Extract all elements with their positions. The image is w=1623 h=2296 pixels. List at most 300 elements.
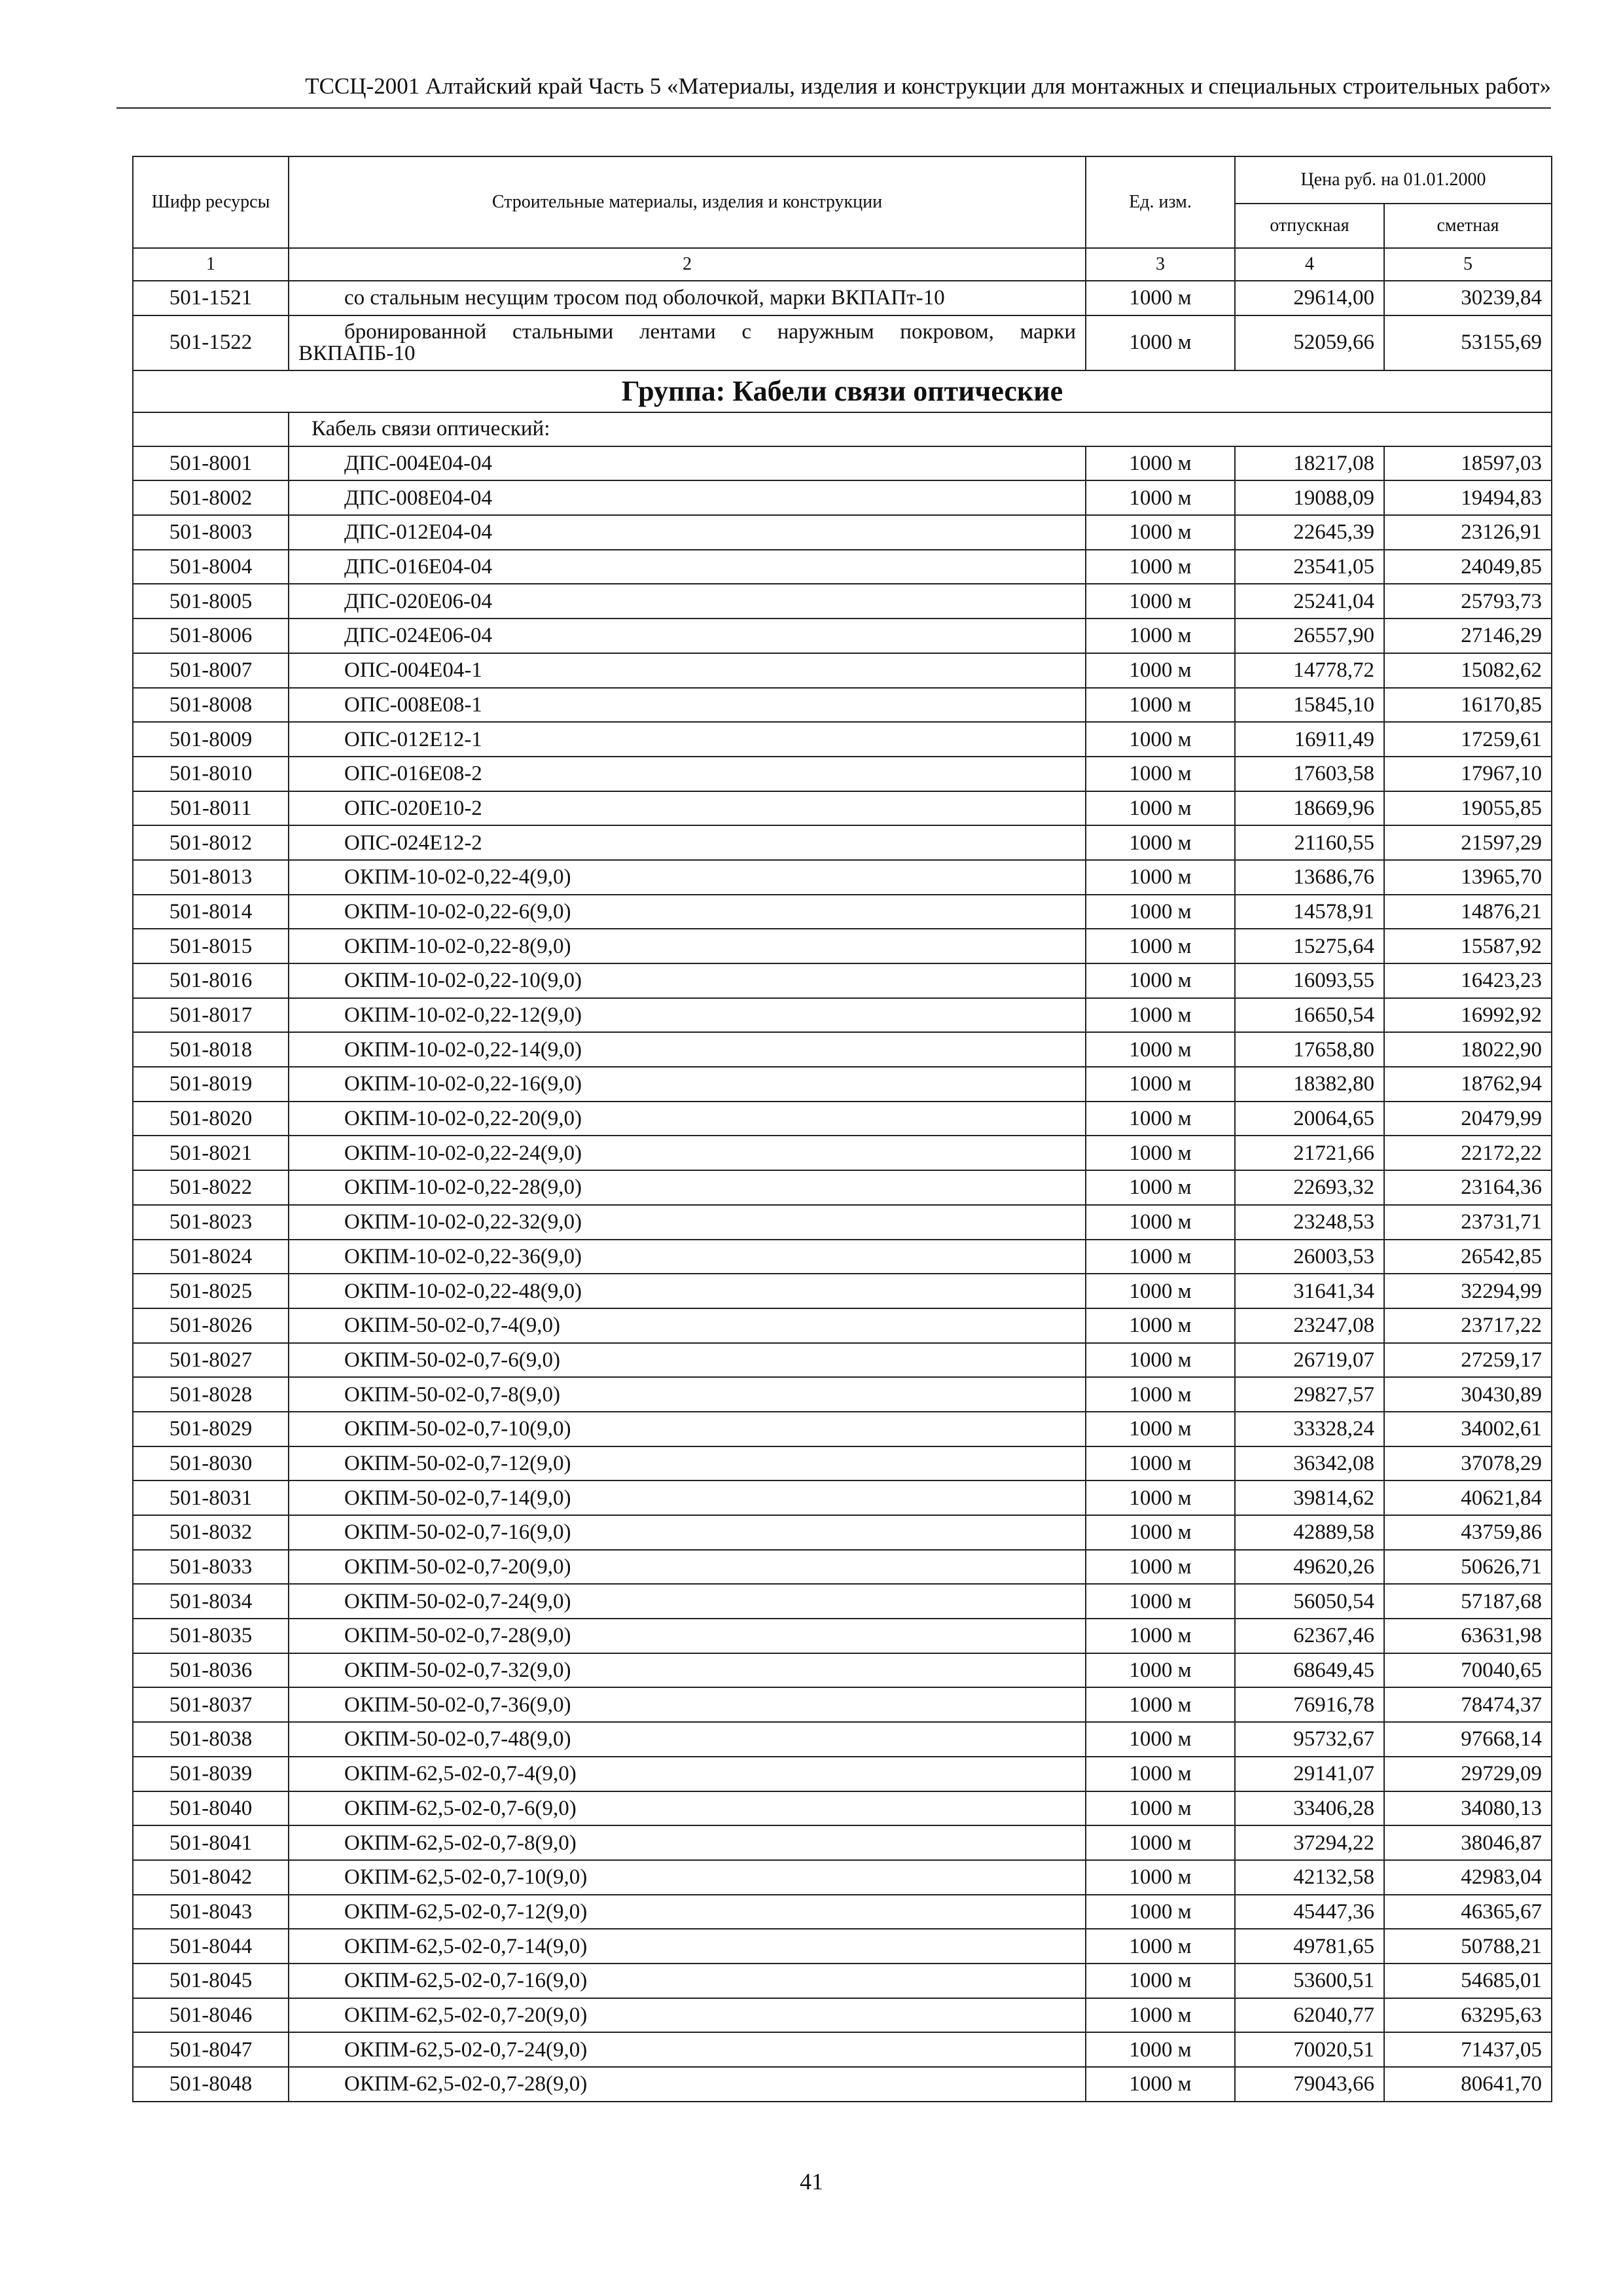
row-name: ОКПМ-50-02-0,7-24(9,0) bbox=[289, 1584, 1086, 1619]
price-table bbox=[132, 156, 1552, 2102]
row-release-price: 13686,76 bbox=[1235, 860, 1384, 895]
row-estimate-price: 34002,61 bbox=[1384, 1412, 1552, 1446]
row-release-price: 95732,67 bbox=[1235, 1722, 1384, 1757]
row-unit: 1000 м bbox=[1086, 480, 1235, 515]
row-code: 501-8027 bbox=[133, 1343, 289, 1378]
row-code: 501-8005 bbox=[133, 584, 289, 619]
row-code: 501-8036 bbox=[133, 1653, 289, 1688]
row-unit: 1000 м bbox=[1086, 860, 1235, 895]
row-name: ОКПМ-62,5-02-0,7-14(9,0) bbox=[289, 1929, 1086, 1964]
row-code: 501-8004 bbox=[133, 550, 289, 584]
row-release-price: 53600,51 bbox=[1235, 1964, 1384, 1998]
row-estimate-price: 18597,03 bbox=[1384, 446, 1552, 481]
row-unit: 1000 м bbox=[1086, 515, 1235, 550]
row-code: 501-1521 bbox=[133, 281, 289, 315]
row-unit: 1000 м bbox=[1086, 1446, 1235, 1481]
row-estimate-price: 78474,37 bbox=[1384, 1687, 1552, 1722]
row-release-price: 37294,22 bbox=[1235, 1825, 1384, 1860]
row-code: 501-8028 bbox=[133, 1377, 289, 1412]
row-code: 501-8037 bbox=[133, 1687, 289, 1722]
row-estimate-price: 30239,84 bbox=[1384, 281, 1552, 315]
row-name: ОКПМ-50-02-0,7-36(9,0) bbox=[289, 1687, 1086, 1722]
table-row bbox=[133, 860, 1552, 895]
row-release-price: 23248,53 bbox=[1235, 1205, 1384, 1240]
row-estimate-price: 46365,67 bbox=[1384, 1895, 1552, 1929]
row-unit: 1000 м bbox=[1086, 1136, 1235, 1170]
col-header-estimate: сметная bbox=[1384, 204, 1552, 248]
row-code: 501-8021 bbox=[133, 1136, 289, 1170]
row-release-price: 15275,64 bbox=[1235, 929, 1384, 963]
document-header: ТССЦ-2001 Алтайский край Часть 5 «Материалы, изделия и конструкции для монтажных и специальных строительных работ» bbox=[116, 71, 1551, 109]
row-unit: 1000 м bbox=[1086, 584, 1235, 619]
row-name: ОКПМ-50-02-0,7-10(9,0) bbox=[289, 1412, 1086, 1446]
table-row bbox=[133, 2032, 1552, 2067]
row-code: 501-8039 bbox=[133, 1757, 289, 1791]
row-name: ДПС-016Е04-04 bbox=[289, 550, 1086, 584]
row-unit: 1000 м bbox=[1086, 1377, 1235, 1412]
table-row bbox=[133, 1653, 1552, 1688]
table-row bbox=[133, 1274, 1552, 1308]
table-row bbox=[133, 1687, 1552, 1722]
row-release-price: 19088,09 bbox=[1235, 480, 1384, 515]
row-code: 501-8010 bbox=[133, 757, 289, 791]
row-name: ОПС-016Е08-2 bbox=[289, 757, 1086, 791]
row-estimate-price: 25793,73 bbox=[1384, 584, 1552, 619]
table-row bbox=[133, 688, 1552, 723]
row-code: 501-8030 bbox=[133, 1446, 289, 1481]
row-unit: 1000 м bbox=[1086, 1722, 1235, 1757]
row-name: ДПС-008Е04-04 bbox=[289, 480, 1086, 515]
row-name: ОКПМ-10-02-0,22-32(9,0) bbox=[289, 1205, 1086, 1240]
row-estimate-price: 18762,94 bbox=[1384, 1067, 1552, 1102]
row-unit: 1000 м bbox=[1086, 963, 1235, 998]
row-name: ОКПМ-10-02-0,22-20(9,0) bbox=[289, 1102, 1086, 1136]
row-unit: 1000 м bbox=[1086, 1687, 1235, 1722]
row-estimate-price: 71437,05 bbox=[1384, 2032, 1552, 2067]
row-unit: 1000 м bbox=[1086, 1825, 1235, 1860]
row-code: 501-8044 bbox=[133, 1929, 289, 1964]
row-name: ОКПМ-62,5-02-0,7-24(9,0) bbox=[289, 2032, 1086, 2067]
row-unit: 1000 м bbox=[1086, 1412, 1235, 1446]
table-row bbox=[133, 1929, 1552, 1964]
row-estimate-price: 22172,22 bbox=[1384, 1136, 1552, 1170]
row-unit: 1000 м bbox=[1086, 1964, 1235, 1998]
row-code: 501-8008 bbox=[133, 688, 289, 723]
row-unit: 1000 м bbox=[1086, 1584, 1235, 1619]
table-row bbox=[133, 1377, 1552, 1412]
row-estimate-price: 26542,85 bbox=[1384, 1240, 1552, 1274]
table-row bbox=[133, 2067, 1552, 2102]
row-estimate-price: 15587,92 bbox=[1384, 929, 1552, 963]
table-row bbox=[133, 963, 1552, 998]
row-release-price: 20064,65 bbox=[1235, 1102, 1384, 1136]
row-unit: 1000 м bbox=[1086, 688, 1235, 723]
table-row bbox=[133, 584, 1552, 619]
row-name: ОКПМ-10-02-0,22-24(9,0) bbox=[289, 1136, 1086, 1170]
row-code: 501-8048 bbox=[133, 2067, 289, 2102]
table-row bbox=[133, 1067, 1552, 1102]
table-row bbox=[133, 550, 1552, 584]
row-name: ОКПМ-10-02-0,22-10(9,0) bbox=[289, 963, 1086, 998]
row-estimate-price: 19055,85 bbox=[1384, 791, 1552, 826]
table-row bbox=[133, 1860, 1552, 1895]
subheader-empty bbox=[133, 412, 289, 446]
row-estimate-price: 27146,29 bbox=[1384, 619, 1552, 653]
table-row bbox=[133, 1757, 1552, 1791]
row-release-price: 23247,08 bbox=[1235, 1308, 1384, 1343]
row-release-price: 16911,49 bbox=[1235, 722, 1384, 757]
row-unit: 1000 м bbox=[1086, 1102, 1235, 1136]
table-row bbox=[133, 757, 1552, 791]
row-release-price: 16093,55 bbox=[1235, 963, 1384, 998]
table-row bbox=[133, 515, 1552, 550]
table-row bbox=[133, 1240, 1552, 1274]
row-release-price: 62040,77 bbox=[1235, 1998, 1384, 2033]
row-unit: 1000 м bbox=[1086, 1929, 1235, 1964]
table-row bbox=[133, 1343, 1552, 1378]
row-name: ОКПМ-10-02-0,22-12(9,0) bbox=[289, 998, 1086, 1033]
row-code: 501-8011 bbox=[133, 791, 289, 826]
row-estimate-price: 19494,83 bbox=[1384, 480, 1552, 515]
row-release-price: 42889,58 bbox=[1235, 1515, 1384, 1550]
table-row bbox=[133, 1102, 1552, 1136]
row-code: 501-8006 bbox=[133, 619, 289, 653]
row-unit: 1000 м bbox=[1086, 929, 1235, 963]
table-row bbox=[133, 1998, 1552, 2033]
row-unit: 1000 м bbox=[1086, 1067, 1235, 1102]
row-estimate-price: 63631,98 bbox=[1384, 1619, 1552, 1653]
row-unit: 1000 м bbox=[1086, 1791, 1235, 1826]
row-release-price: 70020,51 bbox=[1235, 2032, 1384, 2067]
row-estimate-price: 13965,70 bbox=[1384, 860, 1552, 895]
table-row bbox=[133, 281, 1552, 315]
col-number: 5 bbox=[1384, 248, 1552, 281]
row-name: ОКПМ-50-02-0,7-48(9,0) bbox=[289, 1722, 1086, 1757]
table-row bbox=[133, 1136, 1552, 1170]
row-unit: 1000 м bbox=[1086, 1619, 1235, 1653]
row-unit: 1000 м bbox=[1086, 1998, 1235, 2033]
col-header-release: отпускная bbox=[1235, 204, 1384, 248]
table-row bbox=[133, 1032, 1552, 1067]
row-code: 501-8047 bbox=[133, 2032, 289, 2067]
row-estimate-price: 42983,04 bbox=[1384, 1860, 1552, 1895]
table-row bbox=[133, 998, 1552, 1033]
row-name: ОКПМ-10-02-0,22-4(9,0) bbox=[289, 860, 1086, 895]
row-code: 501-8002 bbox=[133, 480, 289, 515]
row-name: ОКПМ-10-02-0,22-48(9,0) bbox=[289, 1274, 1086, 1308]
row-unit: 1000 м bbox=[1086, 315, 1235, 370]
row-estimate-price: 16992,92 bbox=[1384, 998, 1552, 1033]
row-estimate-price: 80641,70 bbox=[1384, 2067, 1552, 2102]
row-estimate-price: 34080,13 bbox=[1384, 1791, 1552, 1826]
row-name: ОКПМ-62,5-02-0,7-8(9,0) bbox=[289, 1825, 1086, 1860]
row-estimate-price: 18022,90 bbox=[1384, 1032, 1552, 1067]
row-release-price: 52059,66 bbox=[1235, 315, 1384, 370]
row-estimate-price: 43759,86 bbox=[1384, 1515, 1552, 1550]
row-release-price: 23541,05 bbox=[1235, 550, 1384, 584]
row-release-price: 22645,39 bbox=[1235, 515, 1384, 550]
row-release-price: 76916,78 bbox=[1235, 1687, 1384, 1722]
row-unit: 1000 м bbox=[1086, 1274, 1235, 1308]
row-name: ДПС-024Е06-04 bbox=[289, 619, 1086, 653]
row-code: 501-8001 bbox=[133, 446, 289, 481]
table-row bbox=[133, 1619, 1552, 1653]
row-code: 501-8040 bbox=[133, 1791, 289, 1826]
group-title: Группа: Кабели связи оптические bbox=[133, 370, 1552, 412]
row-name: ОКПМ-62,5-02-0,7-6(9,0) bbox=[289, 1791, 1086, 1826]
row-estimate-price: 16423,23 bbox=[1384, 963, 1552, 998]
row-code: 501-8003 bbox=[133, 515, 289, 550]
row-release-price: 18669,96 bbox=[1235, 791, 1384, 826]
row-unit: 1000 м bbox=[1086, 791, 1235, 826]
row-name: ОПС-020Е10-2 bbox=[289, 791, 1086, 826]
row-release-price: 42132,58 bbox=[1235, 1860, 1384, 1895]
row-release-price: 22693,32 bbox=[1235, 1170, 1384, 1205]
row-unit: 1000 м bbox=[1086, 1343, 1235, 1378]
row-release-price: 39814,62 bbox=[1235, 1480, 1384, 1515]
row-code: 501-8007 bbox=[133, 653, 289, 688]
row-release-price: 79043,66 bbox=[1235, 2067, 1384, 2102]
row-code: 501-8020 bbox=[133, 1102, 289, 1136]
row-release-price: 14778,72 bbox=[1235, 653, 1384, 688]
col-number: 1 bbox=[133, 248, 289, 281]
row-estimate-price: 23126,91 bbox=[1384, 515, 1552, 550]
row-unit: 1000 м bbox=[1086, 1895, 1235, 1929]
row-name-line: бронированной стальными лентами с наружным покровом, марки bbox=[344, 319, 1076, 344]
row-name bbox=[289, 315, 1086, 370]
row-name: ОКПМ-50-02-0,7-8(9,0) bbox=[289, 1377, 1086, 1412]
row-name: ОПС-004Е04-1 bbox=[289, 653, 1086, 688]
row-name: ДПС-020Е06-04 bbox=[289, 584, 1086, 619]
table-row bbox=[133, 1964, 1552, 1998]
row-estimate-price: 23717,22 bbox=[1384, 1308, 1552, 1343]
row-unit: 1000 м bbox=[1086, 1860, 1235, 1895]
row-unit: 1000 м bbox=[1086, 619, 1235, 653]
row-release-price: 26003,53 bbox=[1235, 1240, 1384, 1274]
table-row bbox=[133, 446, 1552, 481]
table-row bbox=[133, 1895, 1552, 1929]
row-unit: 1000 м bbox=[1086, 895, 1235, 929]
row-name: ДПС-004Е04-04 bbox=[289, 446, 1086, 481]
row-name: ОКПМ-10-02-0,22-8(9,0) bbox=[289, 929, 1086, 963]
row-code: 501-8029 bbox=[133, 1412, 289, 1446]
table-row bbox=[133, 1722, 1552, 1757]
row-release-price: 15845,10 bbox=[1235, 688, 1384, 723]
row-name: ОКПМ-50-02-0,7-6(9,0) bbox=[289, 1343, 1086, 1378]
row-unit: 1000 м bbox=[1086, 1032, 1235, 1067]
col-number: 3 bbox=[1086, 248, 1235, 281]
row-code: 501-8009 bbox=[133, 722, 289, 757]
row-name: ОКПМ-10-02-0,22-36(9,0) bbox=[289, 1240, 1086, 1274]
table-row bbox=[133, 653, 1552, 688]
row-release-price: 33328,24 bbox=[1235, 1412, 1384, 1446]
row-estimate-price: 29729,09 bbox=[1384, 1757, 1552, 1791]
row-release-price: 21721,66 bbox=[1235, 1136, 1384, 1170]
row-unit: 1000 м bbox=[1086, 2067, 1235, 2102]
row-release-price: 62367,46 bbox=[1235, 1619, 1384, 1653]
row-estimate-price: 50788,21 bbox=[1384, 1929, 1552, 1964]
table-row bbox=[133, 825, 1552, 860]
row-code: 501-8013 bbox=[133, 860, 289, 895]
row-estimate-price: 23164,36 bbox=[1384, 1170, 1552, 1205]
row-unit: 1000 м bbox=[1086, 1240, 1235, 1274]
row-code: 501-8024 bbox=[133, 1240, 289, 1274]
row-code: 501-8046 bbox=[133, 1998, 289, 2033]
table-row bbox=[133, 1308, 1552, 1343]
row-release-price: 16650,54 bbox=[1235, 998, 1384, 1033]
row-code: 501-8035 bbox=[133, 1619, 289, 1653]
row-code: 501-8025 bbox=[133, 1274, 289, 1308]
row-code: 501-8034 bbox=[133, 1584, 289, 1619]
row-estimate-price: 70040,65 bbox=[1384, 1653, 1552, 1688]
row-estimate-price: 50626,71 bbox=[1384, 1550, 1552, 1585]
row-name: ОКПМ-10-02-0,22-14(9,0) bbox=[289, 1032, 1086, 1067]
table-row bbox=[133, 895, 1552, 929]
col-header-price: Цена руб. на 01.01.2000 bbox=[1235, 156, 1552, 204]
row-code: 501-8031 bbox=[133, 1480, 289, 1515]
row-unit: 1000 м bbox=[1086, 281, 1235, 315]
row-release-price: 56050,54 bbox=[1235, 1584, 1384, 1619]
table-row bbox=[133, 1550, 1552, 1585]
subheader-title: Кабель связи оптический: bbox=[289, 412, 1552, 446]
row-name: ОКПМ-50-02-0,7-4(9,0) bbox=[289, 1308, 1086, 1343]
row-name: ОКПМ-62,5-02-0,7-20(9,0) bbox=[289, 1998, 1086, 2033]
row-estimate-price: 38046,87 bbox=[1384, 1825, 1552, 1860]
row-name: ОПС-024Е12-2 bbox=[289, 825, 1086, 860]
row-estimate-price: 23731,71 bbox=[1384, 1205, 1552, 1240]
table-row bbox=[133, 1515, 1552, 1550]
row-release-price: 29827,57 bbox=[1235, 1377, 1384, 1412]
col-header-unit: Ед. изм. bbox=[1086, 156, 1235, 248]
row-unit: 1000 м bbox=[1086, 1550, 1235, 1585]
col-number: 2 bbox=[289, 248, 1086, 281]
table-row bbox=[133, 791, 1552, 826]
group-row bbox=[133, 370, 1552, 412]
row-release-price: 18382,80 bbox=[1235, 1067, 1384, 1102]
row-code: 501-8041 bbox=[133, 1825, 289, 1860]
row-name: ОКПМ-50-02-0,7-12(9,0) bbox=[289, 1446, 1086, 1481]
row-release-price: 33406,28 bbox=[1235, 1791, 1384, 1826]
col-header-name: Строительные материалы, изделия и конструкции bbox=[289, 156, 1086, 248]
row-release-price: 29614,00 bbox=[1235, 281, 1384, 315]
row-estimate-price: 97668,14 bbox=[1384, 1722, 1552, 1757]
row-name: ОПС-012Е12-1 bbox=[289, 722, 1086, 757]
table-row bbox=[133, 480, 1552, 515]
row-estimate-price: 27259,17 bbox=[1384, 1343, 1552, 1378]
row-unit: 1000 м bbox=[1086, 2032, 1235, 2067]
table-row bbox=[133, 1480, 1552, 1515]
row-code: 501-8018 bbox=[133, 1032, 289, 1067]
row-unit: 1000 м bbox=[1086, 446, 1235, 481]
row-estimate-price: 24049,85 bbox=[1384, 550, 1552, 584]
row-name: ОКПМ-62,5-02-0,7-16(9,0) bbox=[289, 1964, 1086, 1998]
table-row bbox=[133, 1791, 1552, 1826]
row-estimate-price: 37078,29 bbox=[1384, 1446, 1552, 1481]
row-name: ОКПМ-50-02-0,7-20(9,0) bbox=[289, 1550, 1086, 1585]
row-estimate-price: 54685,01 bbox=[1384, 1964, 1552, 1998]
row-release-price: 36342,08 bbox=[1235, 1446, 1384, 1481]
row-code: 501-8016 bbox=[133, 963, 289, 998]
col-header-code: Шифр ресурсы bbox=[133, 156, 289, 248]
table-row bbox=[133, 1170, 1552, 1205]
row-name: ОКПМ-62,5-02-0,7-10(9,0) bbox=[289, 1860, 1086, 1895]
subheader-row bbox=[133, 412, 1552, 446]
row-unit: 1000 м bbox=[1086, 757, 1235, 791]
row-code: 501-8033 bbox=[133, 1550, 289, 1585]
row-name: ОКПМ-62,5-02-0,7-4(9,0) bbox=[289, 1757, 1086, 1791]
row-code: 501-8012 bbox=[133, 825, 289, 860]
row-estimate-price: 32294,99 bbox=[1384, 1274, 1552, 1308]
row-code: 501-8026 bbox=[133, 1308, 289, 1343]
row-code: 501-8043 bbox=[133, 1895, 289, 1929]
row-unit: 1000 м bbox=[1086, 998, 1235, 1033]
row-name-line: ВКПАПБ-10 bbox=[298, 341, 416, 365]
row-estimate-price: 57187,68 bbox=[1384, 1584, 1552, 1619]
row-name: со стальным несущим тросом под оболочкой, марки ВКПАПт-10 bbox=[289, 281, 1086, 315]
row-unit: 1000 м bbox=[1086, 653, 1235, 688]
row-release-price: 17603,58 bbox=[1235, 757, 1384, 791]
row-estimate-price: 30430,89 bbox=[1384, 1377, 1552, 1412]
row-unit: 1000 м bbox=[1086, 825, 1235, 860]
row-code: 501-8015 bbox=[133, 929, 289, 963]
row-name: ОКПМ-10-02-0,22-6(9,0) bbox=[289, 895, 1086, 929]
row-name: ОКПМ-50-02-0,7-32(9,0) bbox=[289, 1653, 1086, 1688]
row-estimate-price: 63295,63 bbox=[1384, 1998, 1552, 2033]
row-name: ОКПМ-62,5-02-0,7-28(9,0) bbox=[289, 2067, 1086, 2102]
table-row bbox=[133, 1446, 1552, 1481]
table-row bbox=[133, 1825, 1552, 1860]
row-name: ОКПМ-62,5-02-0,7-12(9,0) bbox=[289, 1895, 1086, 1929]
row-estimate-price: 21597,29 bbox=[1384, 825, 1552, 860]
row-code: 501-8019 bbox=[133, 1067, 289, 1102]
row-estimate-price: 15082,62 bbox=[1384, 653, 1552, 688]
row-release-price: 26557,90 bbox=[1235, 619, 1384, 653]
row-release-price: 25241,04 bbox=[1235, 584, 1384, 619]
table-row bbox=[133, 929, 1552, 963]
row-unit: 1000 м bbox=[1086, 1653, 1235, 1688]
row-name: ОПС-008Е08-1 bbox=[289, 688, 1086, 723]
row-release-price: 49620,26 bbox=[1235, 1550, 1384, 1585]
row-name: ОКПМ-50-02-0,7-28(9,0) bbox=[289, 1619, 1086, 1653]
row-name: ОКПМ-50-02-0,7-14(9,0) bbox=[289, 1480, 1086, 1515]
row-code: 501-8032 bbox=[133, 1515, 289, 1550]
row-unit: 1000 м bbox=[1086, 1757, 1235, 1791]
row-code: 501-8042 bbox=[133, 1860, 289, 1895]
row-unit: 1000 м bbox=[1086, 1308, 1235, 1343]
row-release-price: 31641,34 bbox=[1235, 1274, 1384, 1308]
row-unit: 1000 м bbox=[1086, 550, 1235, 584]
row-release-price: 68649,45 bbox=[1235, 1653, 1384, 1688]
row-release-price: 29141,07 bbox=[1235, 1757, 1384, 1791]
row-estimate-price: 14876,21 bbox=[1384, 895, 1552, 929]
row-unit: 1000 м bbox=[1086, 1515, 1235, 1550]
row-code: 501-8022 bbox=[133, 1170, 289, 1205]
row-release-price: 45447,36 bbox=[1235, 1895, 1384, 1929]
row-release-price: 26719,07 bbox=[1235, 1343, 1384, 1378]
row-name: ОКПМ-10-02-0,22-16(9,0) bbox=[289, 1067, 1086, 1102]
row-release-price: 14578,91 bbox=[1235, 895, 1384, 929]
row-estimate-price: 40621,84 bbox=[1384, 1480, 1552, 1515]
row-name: ОКПМ-10-02-0,22-28(9,0) bbox=[289, 1170, 1086, 1205]
row-code: 501-8023 bbox=[133, 1205, 289, 1240]
row-release-price: 21160,55 bbox=[1235, 825, 1384, 860]
table-row bbox=[133, 722, 1552, 757]
row-code: 501-8045 bbox=[133, 1964, 289, 1998]
row-code: 501-8014 bbox=[133, 895, 289, 929]
col-number: 4 bbox=[1235, 248, 1384, 281]
table-row bbox=[133, 1205, 1552, 1240]
table-row bbox=[133, 1584, 1552, 1619]
